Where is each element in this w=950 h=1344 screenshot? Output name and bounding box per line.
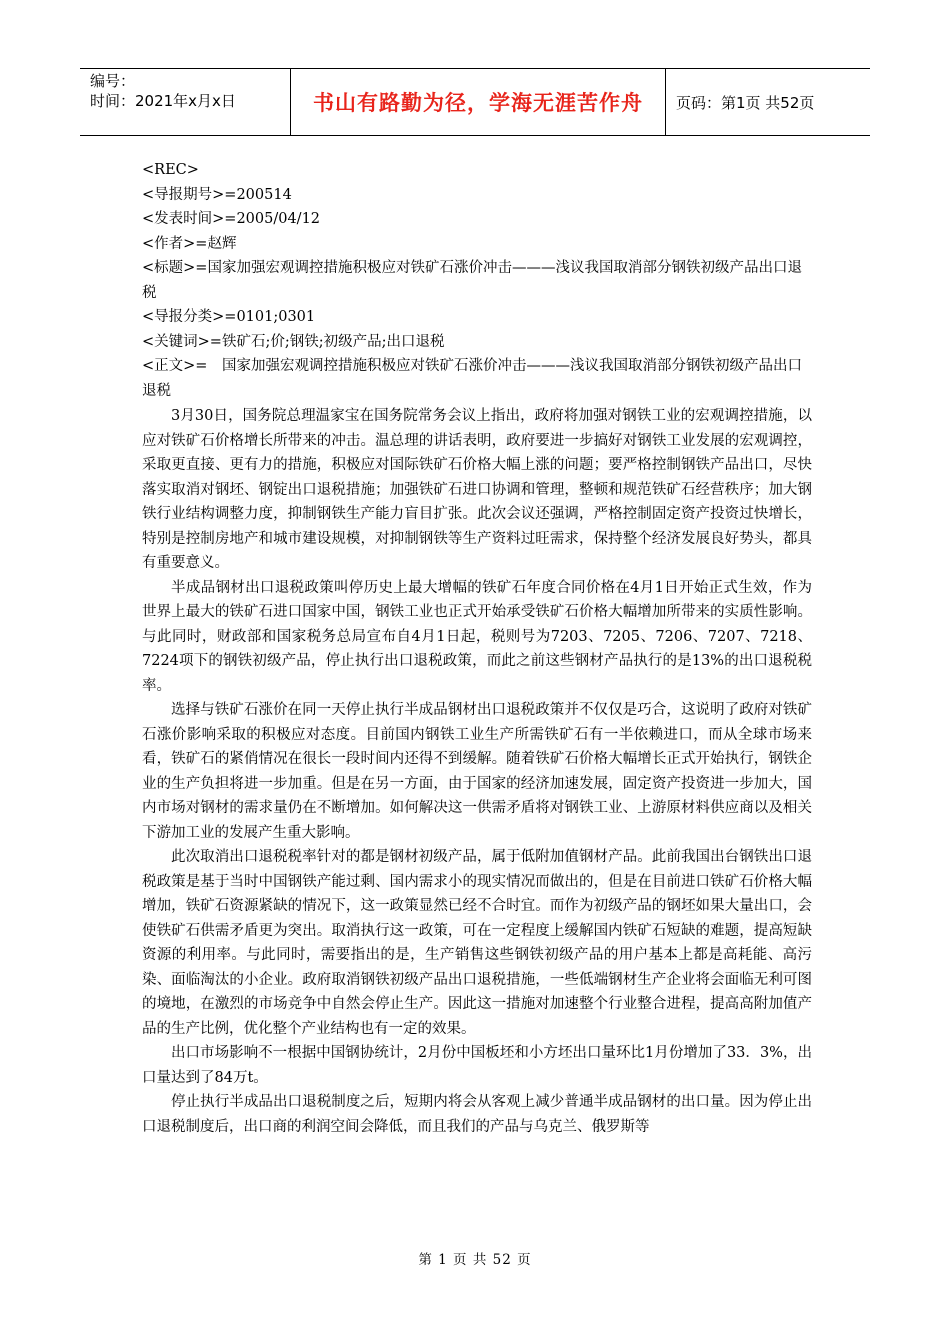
text-label-field: <正文>= 国家加强宏观调控措施积极应对铁矿石涨价冲击———浅议我国取消部分钢铁初级产品出口退税 xyxy=(142,358,802,399)
record-metadata xyxy=(142,158,812,403)
page-header xyxy=(80,68,870,136)
paragraph: 半成品钢材出口退税政策叫停历史上最大增幅的铁矿石年度合同价格在4月1日开始正式生效，作为世界上最大的铁矿石进口国家中国，钢铁工业也正式开始承受铁矿石价格大幅增加所带来的实质性影响。与此同时，财政部和国家税务总局宣布自4月1日起，税则号为7203、7205、7206、7207、7218、7224项下的钢铁初级产品，停止执行出口退税政策，而此之前这些钢材产品执行的是13%的出口退税税率。 xyxy=(142,579,812,694)
motto: 书山有路勤为径，学海无涯苦作舟 xyxy=(290,69,666,135)
article-body xyxy=(142,404,812,1139)
page-number-label: 页码：第1页 共52页 xyxy=(676,93,815,112)
category-field: <导报分类>=0101;0301 xyxy=(142,309,316,325)
header-left-cell xyxy=(80,69,290,135)
keywords-field: <关键词>=铁矿石;价;钢铁;初级产品;出口退税 xyxy=(142,333,445,350)
pubdate-field: <发表时间>=2005/04/12 xyxy=(142,211,321,227)
number-label: 编号： xyxy=(90,72,136,90)
rec-tag: <REC> xyxy=(142,162,199,178)
paragraph: 选择与铁矿石涨价在同一天停止执行半成品钢材出口退税政策并不仅仅是巧合，这说明了政府对铁矿石涨价影响采取的积极应对态度。目前国内钢铁工业生产所需铁矿石有一半依赖进口，而从全球市场来看，铁矿石的紧俏情况在很长一段时间内还得不到缓解。随着铁矿石价格大幅增长正式开始执行，钢铁企业的生产负担将进一步加重。但是在另一方面，由于国家的经济加速发展，固定资产投资进一步加大，国内市场对钢材的需求量仍在不断增加。如何解决这一供需矛盾将对钢铁工业、上游原材料供应商以及相关下游加工业的发展产生重大影响。 xyxy=(142,702,812,841)
issue-field: <导报期号>=200514 xyxy=(142,186,292,203)
page-footer: 第 1 页 共 52 页 xyxy=(418,1252,532,1268)
paragraph: 此次取消出口退税税率针对的都是钢材初级产品，属于低附加值钢材产品。此前我国出台钢铁出口退税政策是基于当时中国钢铁产能过剩、国内需求小的现实情况而做出的，但是在目前进口铁矿石价格大幅增加，铁矿石资源紧缺的情况下，这一政策显然已经不合时宜。而作为初级产品的钢坯如果大量出口，会使铁矿石供需矛盾更为突出。取消执行这一政策，可在一定程度上缓解国内铁矿石短缺的难题，提高短缺资源的利用率。与此同时，需要指出的是，生产销售这些钢铁初级产品的用户基本上都是高耗能、高污染、面临淘汰的小企业。政府取消钢铁初级产品出口退税措施，一些低端钢材生产企业将会面临无利可图的境地，在激烈的市场竞争中自然会停止生产。因此这一措施对加速整个行业整合进程，提高高附加值产品的生产比例，优化整个产业结构也有一定的效果。 xyxy=(142,849,812,1037)
paragraph: 停止执行半成品出口退税制度之后，短期内将会从客观上减少普通半成品钢材的出口量。因为停止出口退税制度后，出口商的利润空间会降低，而且我们的产品与乌克兰、俄罗斯等 xyxy=(142,1094,812,1135)
paragraph: 出口市场影响不一根据中国钢协统计，2月份中国板坯和小方坯出口量环比1月份增加了33．3%，出口量达到了84万t。 xyxy=(142,1045,812,1086)
paragraph: 3月30日，国务院总理温家宝在国务院常务会议上指出，政府将加强对钢铁工业的宏观调控措施，以应对铁矿石价格增长所带来的冲击。温总理的讲话表明，政府要进一步搞好对钢铁工业发展的宏观调控，采取更直接、更有力的措施，积极应对国际铁矿石价格大幅上涨的问题；要严格控制钢铁产品出口，尽快落实取消对钢坯、钢锭出口退税措施；加强铁矿石进口协调和管理，整顿和规范铁矿石经营秩序；加大钢铁行业结构调整力度，抑制钢铁生产能力盲目扩张。此次会议还强调，严格控制固定资产投资过快增长，特别是控制房地产和城市建设规模，对抑制钢铁等生产资料过旺需求，保持整个经济发展良好势头，都具有重要意义。 xyxy=(142,408,812,571)
title-field: <标题>=国家加强宏观调控措施积极应对铁矿石涨价冲击———浅议我国取消部分钢铁初级产品出口退税 xyxy=(142,260,802,301)
date-label: 时间：2021年x月x日 xyxy=(90,92,236,110)
author-field: <作者>=赵辉 xyxy=(142,235,237,252)
